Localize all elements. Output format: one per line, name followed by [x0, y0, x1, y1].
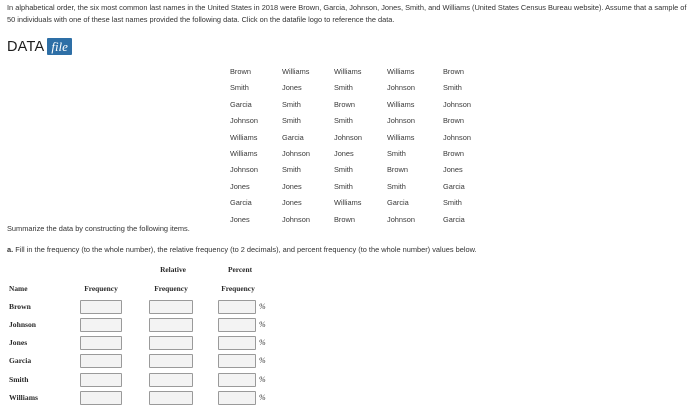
names-table-cell: Jones — [230, 181, 250, 191]
relative-header-bottom: Frequency — [154, 284, 188, 293]
names-table-cell: Williams — [230, 132, 258, 142]
names-table-cell: Garcia — [230, 99, 252, 109]
percent-sign: % — [259, 320, 266, 329]
names-table-cell: Williams — [282, 67, 310, 76]
names-table-cell: Smith — [282, 116, 301, 126]
data-label: DATA — [7, 38, 45, 55]
percent-header-top: Percent — [227, 265, 253, 274]
names-table-cell: Williams — [334, 198, 362, 208]
part-a-label: a. — [7, 245, 14, 254]
relative-input-jones[interactable] — [149, 336, 193, 350]
names-table-cell: Smith — [334, 165, 353, 175]
row-name-garcia: Garcia — [9, 356, 32, 365]
percent-sign: % — [259, 338, 266, 347]
datafile-header — [7, 38, 72, 55]
row-name-jones: Jones — [9, 338, 28, 347]
names-table-cell: Williams — [334, 67, 362, 76]
names-table-cell: Johnson — [282, 148, 310, 158]
names-table-cell: Garcia — [443, 214, 465, 224]
names-table-cell: Brown — [230, 67, 251, 76]
names-table-cell: Johnson — [443, 99, 471, 109]
relative-input-brown[interactable] — [149, 300, 193, 314]
names-table-cell: Johnson — [282, 214, 310, 224]
relative-input-johnson[interactable] — [149, 318, 193, 332]
names-table-cell: Brown — [334, 214, 355, 224]
relative-input-williams[interactable] — [149, 391, 193, 405]
names-table-cell: Williams — [230, 148, 258, 158]
names-table-cell: Smith — [282, 99, 301, 109]
names-table-cell: Smith — [282, 165, 301, 175]
names-table-cell: Jones — [230, 214, 250, 224]
names-table-cell: Garcia — [387, 198, 409, 208]
names-table-cell: Smith — [443, 83, 462, 93]
names-table-cell: Smith — [387, 181, 406, 191]
percent-sign: % — [259, 356, 266, 365]
problem-intro: In alphabetical order, the six most common last names in the United States in 2018 were Brown, Garcia, Johnson, Jones, Smith, and Williams (United States Census Bureau website). Assume that a sample of 50 individuals with one of these last names provided the following data. Click on the datafile logo to reference the data. — [7, 3, 687, 24]
names-table-cell: Williams — [387, 67, 415, 76]
names-table-cell: Johnson — [443, 132, 471, 142]
frequency-input-brown[interactable] — [80, 300, 122, 314]
names-table-cell: Smith — [334, 116, 353, 126]
frequency-input-johnson[interactable] — [80, 318, 122, 332]
names-table-cell: Johnson — [230, 165, 258, 175]
names-table-cell: Jones — [282, 198, 302, 208]
names-table-cell: Brown — [443, 148, 464, 158]
names-table-cell: Brown — [443, 116, 464, 126]
names-table-cell: Johnson — [387, 83, 415, 93]
names-table-cell: Williams — [387, 99, 415, 109]
names-table-cell: Smith — [443, 198, 462, 208]
summarize-instruction: Summarize the data by constructing the following items. — [7, 224, 190, 233]
names-table-cell: Johnson — [230, 116, 258, 126]
names-table-cell: Johnson — [387, 214, 415, 224]
percent-sign: % — [259, 375, 266, 384]
names-table-cell: Johnson — [334, 132, 362, 142]
names-table-cell: Johnson — [387, 116, 415, 126]
frequency-header: Frequency — [84, 284, 118, 293]
row-name-williams: Williams — [9, 393, 38, 402]
frequency-input-jones[interactable] — [80, 336, 122, 350]
relative-header-top: Relative — [160, 265, 186, 274]
percent-sign: % — [259, 393, 266, 402]
part-a-instruction — [7, 245, 477, 254]
names-table-cell: Jones — [334, 148, 354, 158]
relative-input-smith[interactable] — [149, 373, 193, 387]
names-table-cell: Jones — [282, 181, 302, 191]
names-table-cell: Smith — [230, 83, 249, 93]
names-table-cell: Brown — [334, 99, 355, 109]
percent-header-bottom: Frequency — [221, 284, 255, 293]
percent-sign: % — [259, 302, 266, 311]
names-table-cell: Smith — [334, 83, 353, 93]
name-header: Name — [9, 284, 28, 293]
percent-input-garcia[interactable] — [218, 354, 256, 368]
names-table-cell: Brown — [387, 165, 408, 175]
names-table-cell: Garcia — [230, 198, 252, 208]
names-table-cell: Jones — [282, 83, 302, 93]
percent-input-jones[interactable] — [218, 336, 256, 350]
names-table-cell: Garcia — [282, 132, 304, 142]
percent-input-johnson[interactable] — [218, 318, 256, 332]
names-table-cell: Brown — [443, 67, 464, 76]
names-table-cell: Smith — [334, 181, 353, 191]
row-name-johnson: Johnson — [9, 320, 37, 329]
part-a-text: Fill in the frequency (to the whole number), the relative frequency (to 2 decimals), and percent frequency (to the whole number) values below. — [15, 245, 477, 254]
datafile-logo-button[interactable]: file — [47, 38, 72, 55]
names-data-table — [222, 64, 475, 228]
percent-input-smith[interactable] — [218, 373, 256, 387]
row-name-smith: Smith — [9, 375, 29, 384]
row-name-brown: Brown — [9, 302, 31, 311]
percent-input-williams[interactable] — [218, 391, 256, 405]
percent-input-brown[interactable] — [218, 300, 256, 314]
frequency-input-smith[interactable] — [80, 373, 122, 387]
frequency-input-williams[interactable] — [80, 391, 122, 405]
names-table-cell: Jones — [443, 165, 463, 175]
names-table-cell: Williams — [387, 132, 415, 142]
relative-input-garcia[interactable] — [149, 354, 193, 368]
frequency-input-garcia[interactable] — [80, 354, 122, 368]
names-table-cell: Garcia — [443, 181, 465, 191]
names-table-cell: Smith — [387, 148, 406, 158]
